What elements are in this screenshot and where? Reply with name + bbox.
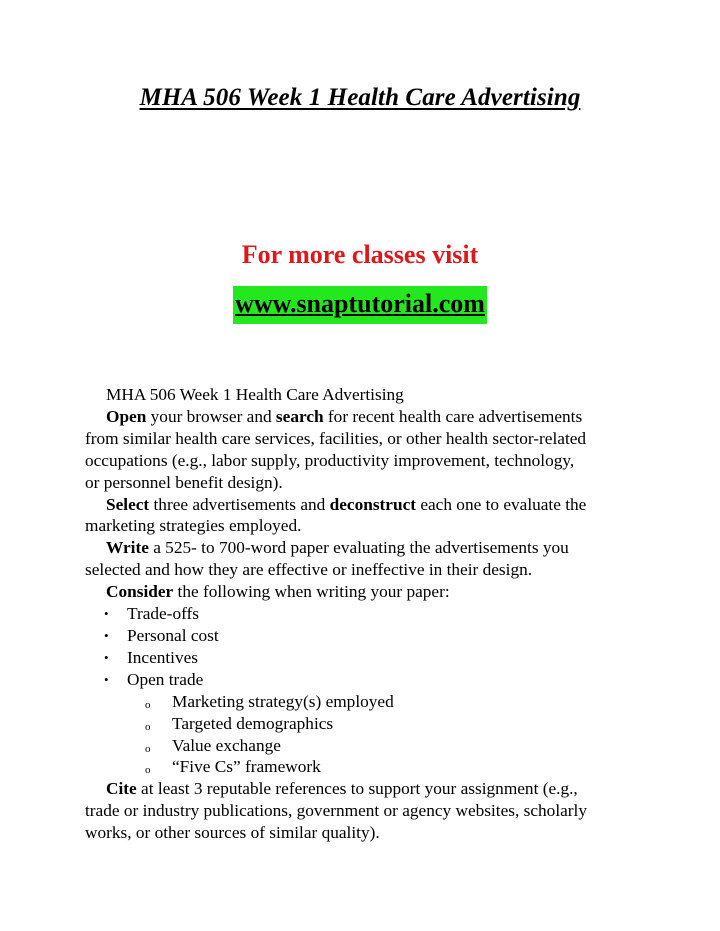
sub-list-item-label: Targeted demographics: [172, 713, 334, 733]
keyword-consider: Consider: [106, 582, 174, 602]
sub-list-item: [85, 713, 645, 735]
paragraph-write-line-1: [85, 537, 645, 559]
bullet-dot-icon: •: [104, 649, 109, 665]
keyword-deconstruct: deconstruct: [329, 494, 417, 514]
sub-list-item-label: “Five Cs” framework: [172, 757, 321, 777]
paragraph-select-line-1: [85, 494, 645, 516]
paragraph-write-line-2: selected and how they are effective or ineffective in their design.: [85, 560, 533, 580]
sub-list-item: [85, 735, 645, 757]
promo-link-wrap: [0, 286, 720, 324]
keyword-select: Select: [106, 494, 150, 514]
bullet-circle-icon: o: [145, 764, 151, 777]
sub-list-item-label: Value exchange: [172, 735, 281, 755]
list-item-label: Personal cost: [127, 625, 219, 645]
list-item: [85, 647, 645, 669]
bullet-circle-icon: o: [145, 742, 151, 755]
paragraph-open-line-2: from similar health care services, facilities, or other health sector-related: [85, 428, 587, 448]
text-segment: at least 3 reputable references to support your assignment (e.g.,: [136, 779, 578, 799]
paragraph-consider-line-1: [85, 581, 645, 603]
assignment-heading: MHA 506 Week 1 Health Care Advertising: [106, 385, 404, 404]
keyword-cite: Cite: [106, 779, 137, 799]
bullet-circle-icon: o: [145, 698, 151, 711]
keyword-search: search: [275, 406, 324, 426]
sub-list-item: [85, 756, 645, 778]
promo-text: For more classes visit: [241, 240, 479, 269]
paragraph-open-line-3: occupations (e.g., labor supply, productivity improvement, technology,: [85, 450, 575, 470]
text-segment: the following when writing your paper:: [173, 582, 450, 602]
list-item: [85, 603, 645, 625]
paragraph-cite-line-1: [85, 778, 645, 800]
bullet-dot-icon: •: [104, 606, 109, 622]
promo-link[interactable]: www.snaptutorial.com: [233, 286, 487, 324]
text-segment: a 525- to 700-word paper evaluating the advertisements you: [148, 538, 569, 558]
paragraph-open-line-1: [85, 406, 645, 428]
paragraph-cite-line-2: trade or industry publications, government or agency websites, scholarly: [85, 801, 587, 821]
paragraph-open-line-4: or personnel benefit design).: [85, 472, 283, 492]
paragraph-select-line-2: marketing strategies employed.: [85, 516, 302, 536]
keyword-write: Write: [106, 538, 149, 558]
sub-list-item: [85, 691, 645, 713]
paragraph-cite-line-3: works, or other sources of similar quality).: [85, 823, 380, 843]
bullet-circle-icon: o: [145, 720, 151, 733]
keyword-open: Open: [106, 406, 147, 426]
list-item-label: Open trade: [127, 669, 204, 689]
list-item: [85, 669, 645, 691]
sub-list-item-label: Marketing strategy(s) employed: [172, 691, 394, 711]
document-title: MHA 506 Week 1 Health Care Advertising: [139, 84, 581, 111]
text-segment: each one to evaluate the: [416, 494, 587, 514]
bullet-dot-icon: •: [104, 627, 109, 643]
text-segment: for recent health care advertisements: [323, 406, 583, 426]
list-item-label: Trade-offs: [127, 604, 200, 624]
list-item-label: Incentives: [127, 647, 199, 667]
list-item: [85, 625, 645, 647]
bullet-dot-icon: •: [104, 671, 109, 687]
text-segment: three advertisements and: [149, 494, 330, 514]
assignment-body: [85, 384, 645, 844]
text-segment: your browser and: [146, 406, 276, 426]
